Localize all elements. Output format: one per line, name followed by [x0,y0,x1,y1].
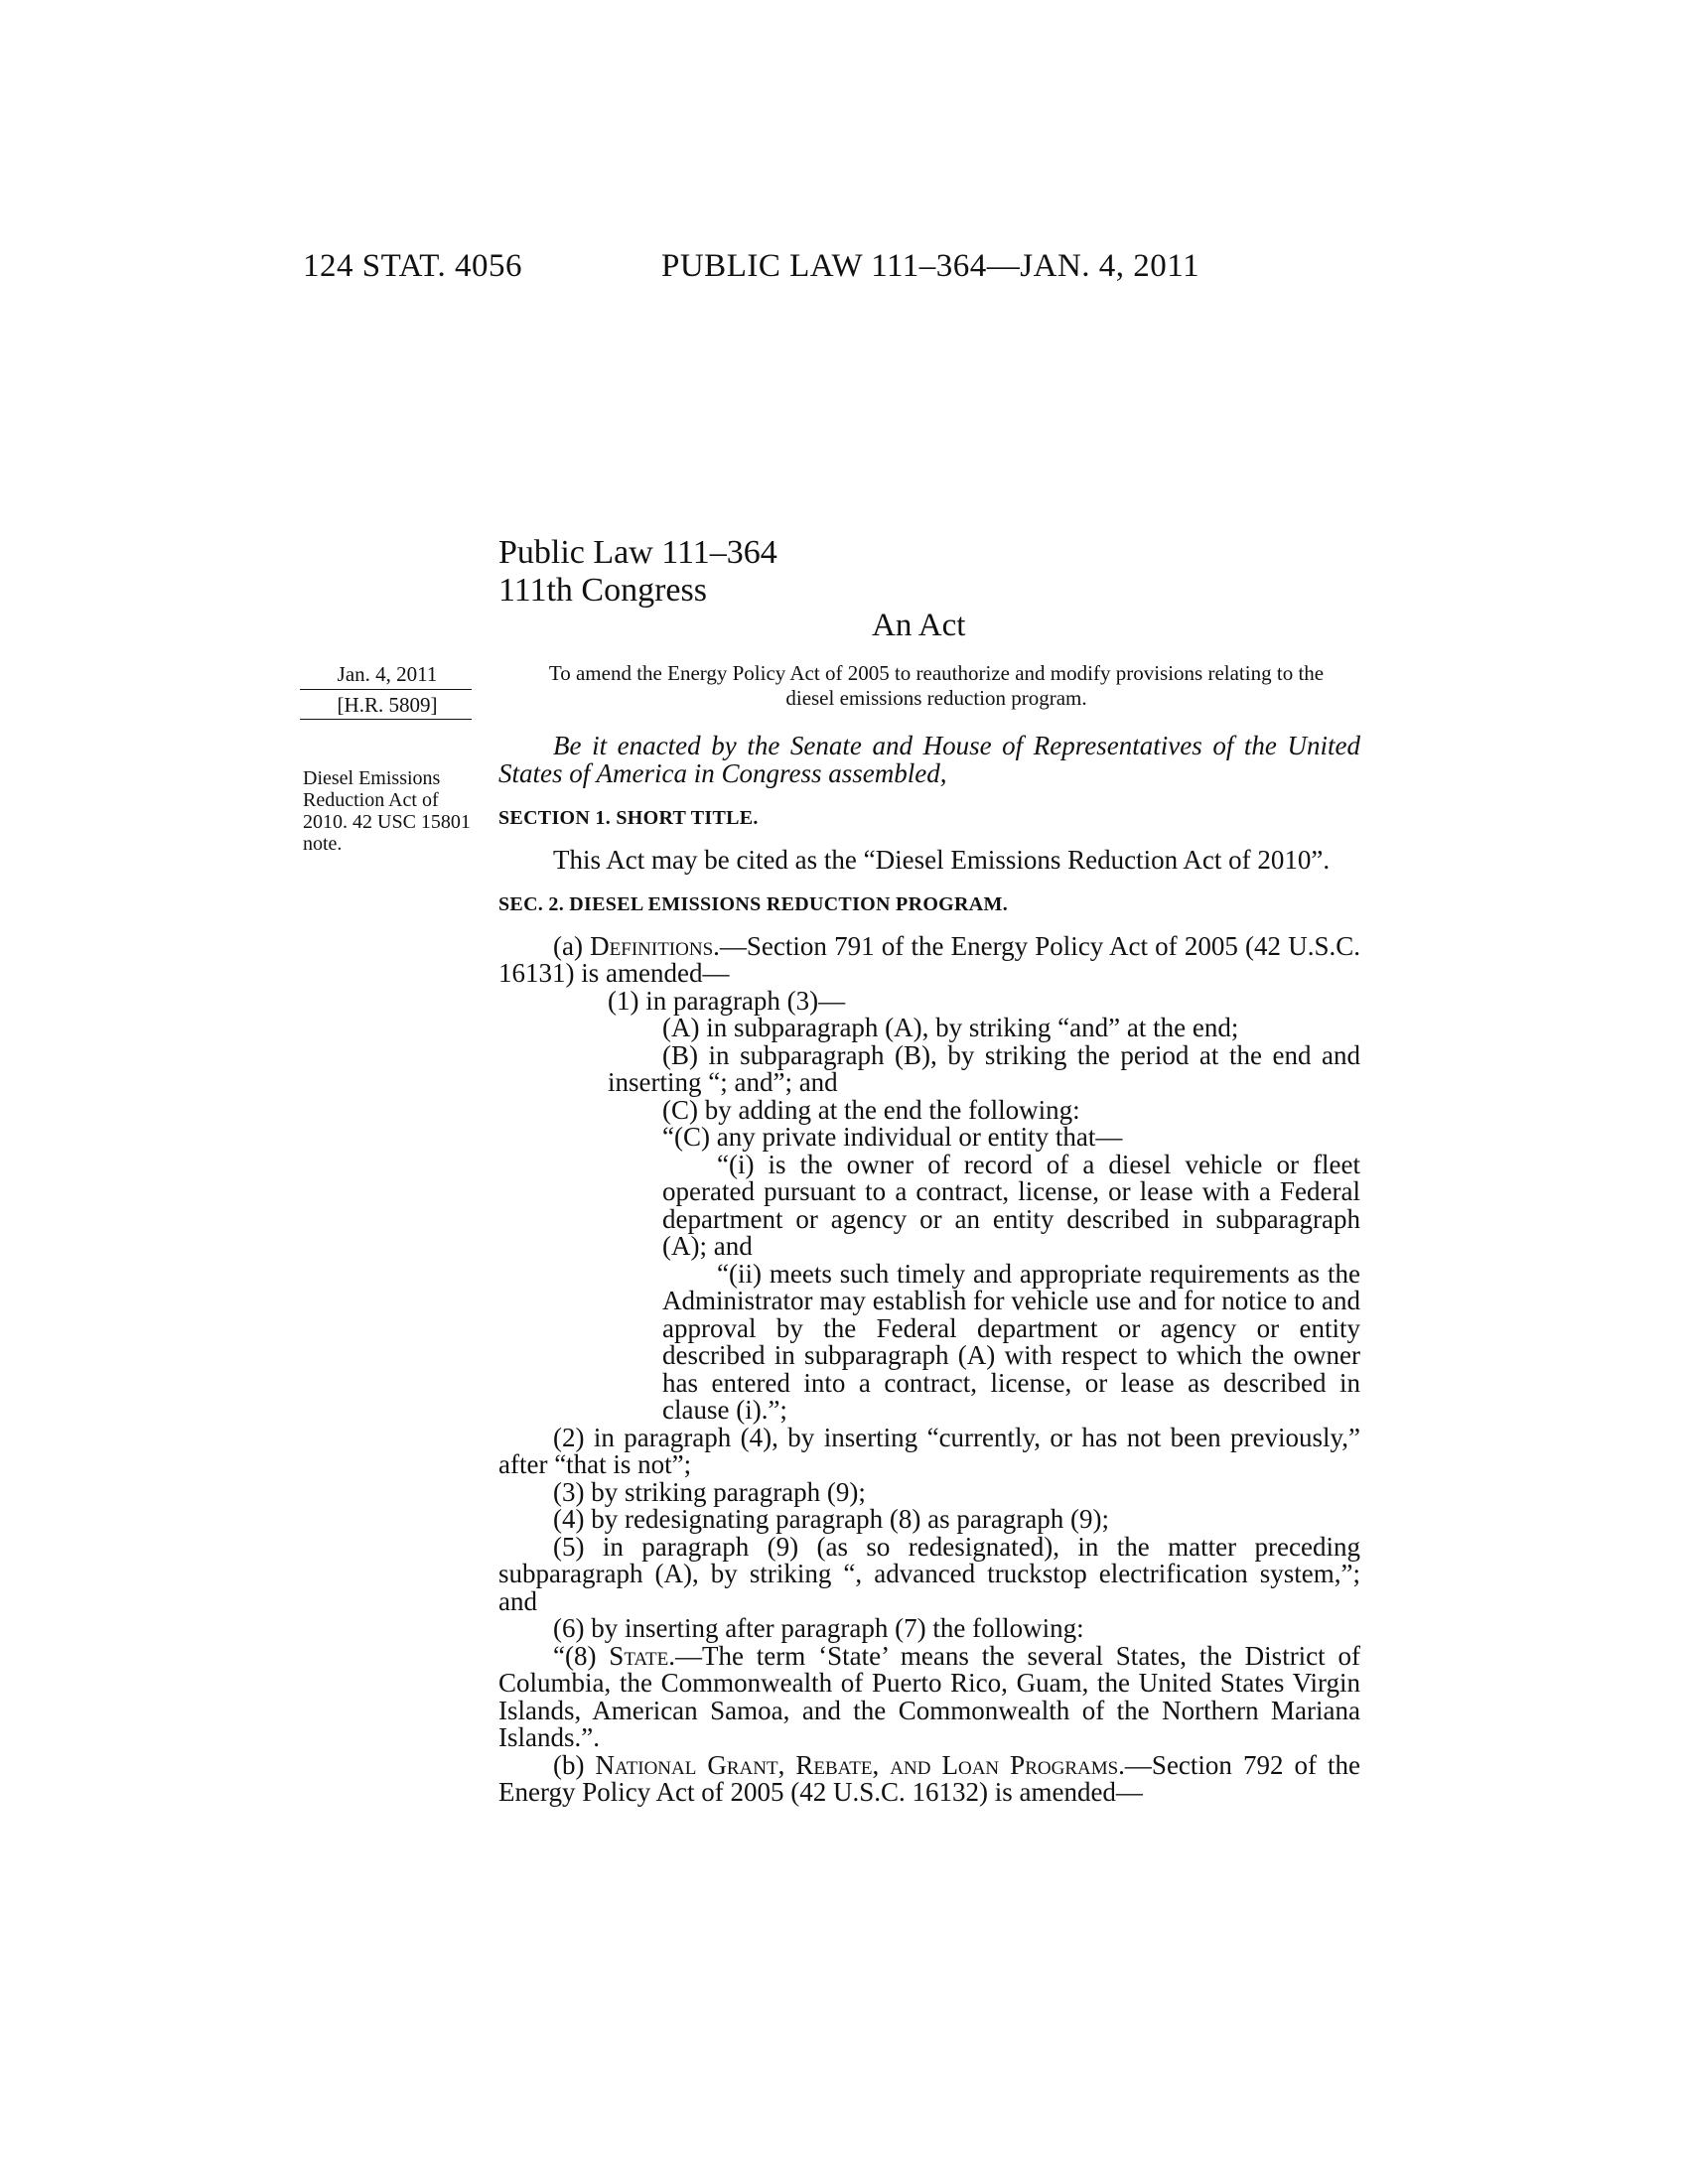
paragraph-1: (1) in paragraph (3)— [608,985,846,1016]
section-2-heading: SEC. 2. DIESEL EMISSIONS REDUCTION PROGRAM. [498,893,1008,915]
page-running-header: PUBLIC LAW 111–364—JAN. 4, 2011 [661,248,1200,284]
subsection-a [498,930,1360,988]
paragraph-4: (4) by redesignating paragraph (8) as paragraph (9); [553,1504,1110,1534]
act-body [498,733,1360,1807]
quoted-paragraph-8-text: .—The term ‘State’ means the several States, the District of Columbia, the Commonwealth of Puerto Rico, Guam, the United States Virgin Islands, American Samoa, and the Commonwealth of the Northern Mariana Islands.”. [498,1640,1360,1752]
sidebar-margin-note: Diesel Emissions Reduction Act of 2010. 42 USC 15801 note. [303,767,471,855]
sidebar-date: Jan. 4, 2011 [337,662,438,686]
paragraph-6: (6) by inserting after paragraph (7) the following: [553,1613,1084,1643]
section-1-heading: SECTION 1. SHORT TITLE. [498,807,759,829]
paragraph-1C: (C) by adding at the end the following: [662,1094,1080,1125]
an-act-heading: An Act [872,608,966,643]
subsection-a-text: .—Section 791 of the Energy Policy Act of 2005 (42 U.S.C. 16131) is amended— [498,930,1360,988]
paragraph-2: (2) in paragraph (4), by inserting “currently, or has not been previously,” after “that is not”; [498,1422,1360,1479]
paragraph-3: (3) by striking paragraph (9); [553,1476,866,1507]
act-purpose: To amend the Energy Policy Act of 2005 to reauthorize and modify provisions relating to the diesel emissions reduction program. [548,661,1325,710]
subsection-b [498,1749,1360,1807]
subsection-b-label: (b) [553,1749,596,1780]
paragraph-1A: (A) in subparagraph (A), by striking “and” at the end; [662,1013,1239,1042]
quoted-clause-i: “(i) is the owner of record of a diesel vehicle or fleet operated pursuant to a contract, license, or lease with a Federal department or agency or an entity described in subparagraph (A); and [662,1149,1360,1261]
subsection-a-label: (a) [553,930,591,961]
sidebar-rule-bottom [300,719,472,720]
quoted-paragraph-8-label: “(8) [553,1640,610,1671]
subsection-b-text: .—Section 792 of the Energy Policy Act of 2005 (42 U.S.C. 16132) is amended— [498,1749,1360,1807]
subsection-a-caption: Definitions [590,930,714,961]
quoted-paragraph-8-caption: State [609,1640,669,1671]
paragraph-1B: (B) in subparagraph (B), by striking the period at the end and inserting “; and”; and [608,1039,1360,1097]
sidebar-rule-top [300,689,472,690]
section-1-text: This Act may be cited as the “Diesel Emissions Reduction Act of 2010”. [553,844,1331,875]
sidebar-bill-number: [H.R. 5809] [337,693,438,717]
page-stat-citation: 124 STAT. 4056 [303,248,523,284]
congress-number: 111th Congress [498,572,707,609]
quoted-paragraph-8 [498,1640,1360,1752]
quoted-clause-ii: “(ii) meets such timely and appropriate requirements as the Administrator may establish for vehicle use and for notice to and approval by the Federal department or agency or entity described in subparagraph (A) with respect to which the owner has entered into a contract, license, or lease as described in clause (i).”; [662,1258,1360,1425]
subsection-b-caption: National Grant, Rebate, and Loan Programs [595,1749,1119,1780]
enacting-clause: Be it enacted by the Senate and House of Representatives of the United States of America in Congress assembled, [498,731,1360,788]
paragraph-5: (5) in paragraph (9) (as so redesignated), in the matter preceding subparagraph (A), by striking “, advanced truckstop electrification system,”; and [498,1531,1360,1616]
public-law-number: Public Law 111–364 [498,534,777,571]
law-title-block [498,534,777,610]
quoted-subparagraph-C: “(C) any private individual or entity that— [662,1122,1123,1152]
